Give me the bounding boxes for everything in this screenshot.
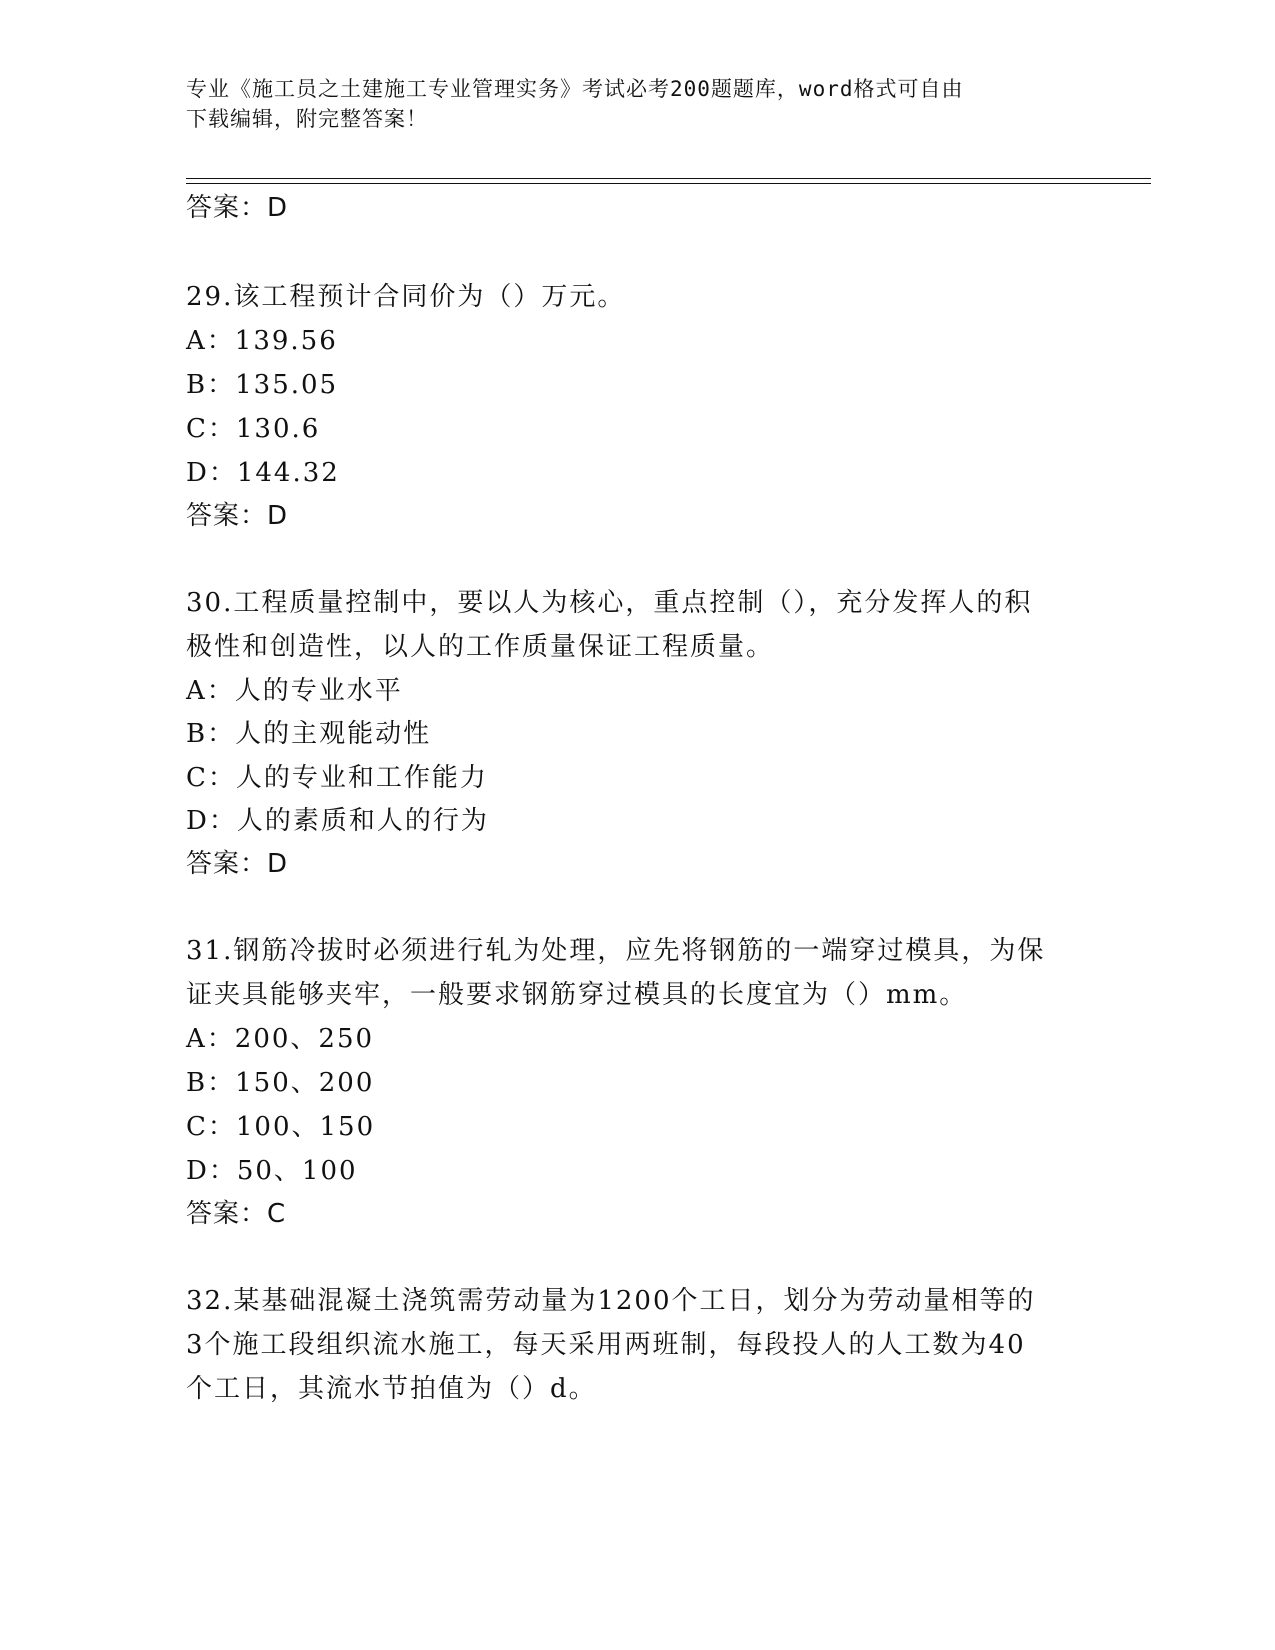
question-30-option-c: C：人的专业和工作能力 — [186, 763, 488, 793]
question-30-answer: 答案：D — [186, 849, 289, 879]
question-29-stem: 29.该工程预计合同价为（）万元。 — [186, 282, 626, 312]
question-31-option-a: A：200、250 — [186, 1024, 375, 1054]
question-32-stem-line-3: 个工日，其流水节拍值为（）d。 — [186, 1374, 597, 1404]
question-29-option-a: A：139.56 — [186, 326, 338, 356]
question-29-option-c: C：130.6 — [186, 414, 321, 444]
question-31-option-c: C：100、150 — [186, 1112, 376, 1142]
question-31-option-b: B：150、200 — [186, 1068, 375, 1098]
header-divider-bottom — [186, 183, 1151, 184]
document-header — [186, 74, 1066, 134]
question-29-answer: 答案：D — [186, 501, 289, 531]
question-29-option-d: D：144.32 — [186, 458, 340, 488]
prev-answer: 答案：D — [186, 193, 289, 223]
question-30-option-b: B：人的主观能动性 — [186, 719, 432, 749]
question-31-stem-line-2: 证夹具能够夹牢，一般要求钢筋穿过模具的长度宜为（）mm。 — [186, 980, 968, 1010]
question-30-option-d: D：人的素质和人的行为 — [186, 806, 489, 836]
question-30-stem-line-1: 30.工程质量控制中，要以人为核心，重点控制（），充分发挥人的积 — [186, 588, 1033, 618]
question-30-stem-line-2: 极性和创造性，以人的工作质量保证工程质量。 — [186, 632, 775, 662]
question-31-stem-line-1: 31.钢筋冷拔时必须进行轧为处理，应先将钢筋的一端穿过模具，为保 — [186, 936, 1046, 966]
question-30-option-a: A：人的专业水平 — [186, 676, 403, 706]
header-divider-top — [186, 178, 1151, 179]
header-line-2: 下载编辑，附完整答案！ — [186, 107, 428, 131]
question-32-stem-line-2: 3个施工段组织流水施工，每天采用两班制，每段投人的人工数为40 — [186, 1330, 1026, 1360]
header-line-1: 专业《施工员之土建施工专业管理实务》考试必考200题题库，word格式可自由 — [186, 77, 964, 101]
question-31-option-d: D：50、100 — [186, 1156, 358, 1186]
question-29-option-b: B：135.05 — [186, 370, 339, 400]
question-31-answer: 答案：C — [186, 1199, 287, 1229]
question-32-stem-line-1: 32.某基础混凝土浇筑需劳动量为1200个工日，划分为劳动量相等的 — [186, 1286, 1036, 1316]
